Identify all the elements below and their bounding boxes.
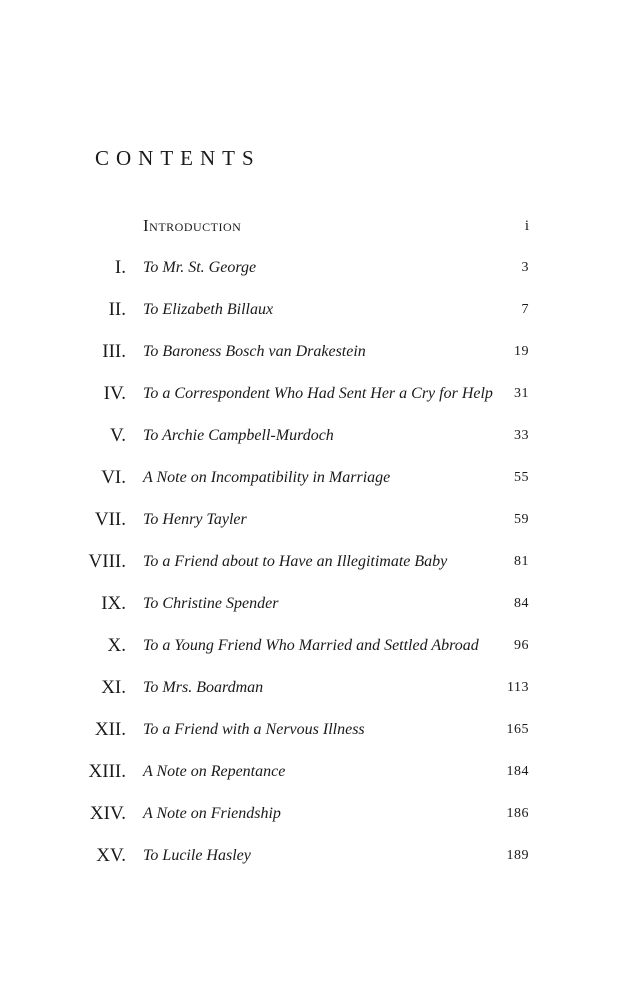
toc-entry-page-number: 31	[514, 386, 529, 401]
toc-entry-page-number: 7	[521, 302, 529, 317]
toc-entry-title: To Mr. St. George	[143, 259, 257, 276]
toc-entry-page-number: 189	[506, 848, 529, 863]
toc-entry[interactable]	[0, 507, 640, 533]
toc-entry-page-number: 19	[514, 344, 529, 359]
toc-entry-title: Introduction	[143, 216, 242, 235]
toc-entry-numeral: VII.	[94, 509, 126, 530]
toc-entry-title: A Note on Friendship	[143, 805, 281, 822]
toc-entry[interactable]	[0, 465, 640, 491]
toc-entry[interactable]	[0, 759, 640, 785]
toc-entry-title: To Archie Campbell-Murdoch	[143, 427, 334, 444]
toc-entry-page-number: 3	[521, 260, 529, 275]
toc-entry-numeral: IX.	[101, 593, 126, 614]
toc-entry-page-number: 81	[514, 554, 529, 569]
toc-entry-title: To Mrs. Boardman	[143, 679, 264, 696]
toc-entry[interactable]	[0, 843, 640, 869]
toc-entry[interactable]	[0, 297, 640, 323]
toc-entry[interactable]	[0, 717, 640, 743]
toc-entry-page-number: 55	[514, 470, 529, 485]
toc-entry-page-number: 59	[514, 512, 529, 527]
page-title: contents	[95, 139, 261, 172]
toc-entry-numeral: I.	[114, 257, 126, 278]
toc-entry[interactable]	[0, 633, 640, 659]
toc-entry-numeral: IV.	[103, 383, 126, 404]
toc-entry-page-number: i	[524, 218, 529, 234]
toc-entry-title: To Elizabeth Billaux	[143, 301, 274, 318]
toc-entry-page-number: 165	[506, 722, 529, 737]
toc-entry-numeral: XI.	[101, 677, 126, 698]
toc-entry-page-number: 113	[507, 680, 529, 695]
toc-entry-numeral: XIII.	[88, 761, 126, 782]
toc-entry[interactable]	[0, 255, 640, 281]
toc-entry-title: A Note on Repentance	[143, 763, 286, 780]
toc-entry[interactable]	[0, 339, 640, 365]
toc-entry-numeral: VIII.	[88, 551, 126, 572]
toc-entry-title: To Christine Spender	[143, 595, 279, 612]
toc-entry-numeral: II.	[108, 299, 126, 320]
toc-entry-numeral: XV.	[96, 845, 126, 866]
toc-entry-page-number: 33	[514, 428, 529, 443]
toc-entry-page-number: 84	[514, 596, 529, 611]
toc-entry-title: To Lucile Hasley	[143, 847, 251, 864]
toc-entry-page-number: 184	[506, 764, 529, 779]
toc-entry-numeral: VI.	[101, 467, 126, 488]
toc-entry-title: A Note on Incompatibility in Marriage	[143, 469, 391, 486]
toc-entry-title: To a Friend about to Have an Illegitimate Baby	[143, 553, 448, 570]
toc-entry[interactable]	[0, 381, 640, 407]
toc-entry-page-number: 186	[506, 806, 529, 821]
toc-entry[interactable]	[0, 423, 640, 449]
toc-entry-title: To a Friend with a Nervous Illness	[143, 721, 365, 738]
toc-entry[interactable]	[0, 675, 640, 701]
toc-entry-numeral: XIV.	[89, 803, 126, 824]
toc-entry-numeral: V.	[109, 425, 126, 446]
toc-entry-numeral: X.	[107, 635, 126, 656]
toc-entry-title: To Henry Tayler	[143, 511, 247, 528]
toc-entry-introduction[interactable]	[143, 213, 529, 239]
toc-entry-title: To a Correspondent Who Had Sent Her a Cry for Help	[143, 385, 493, 402]
toc-entry[interactable]	[0, 591, 640, 617]
toc-entry-numeral: III.	[102, 341, 126, 362]
toc-entry-title: To a Young Friend Who Married and Settled Abroad	[143, 637, 479, 654]
toc-entry[interactable]	[0, 549, 640, 575]
toc-entry-page-number: 96	[514, 638, 529, 653]
toc-entry[interactable]	[0, 801, 640, 827]
toc-entry-numeral: XII.	[94, 719, 126, 740]
toc-entry-title: To Baroness Bosch van Drakestein	[143, 343, 366, 360]
